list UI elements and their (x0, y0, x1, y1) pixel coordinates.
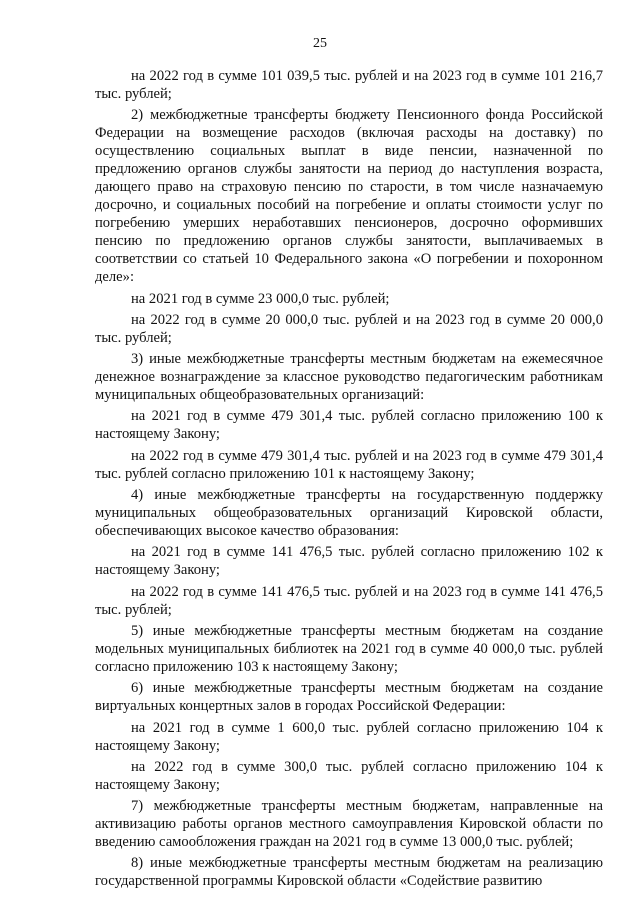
paragraph-16: 8) иные межбюджетные трансферты местным бюджетам на реализацию государственной программы Кировской области «Содействие развитию (95, 855, 603, 890)
paragraph-13: на 2021 год в сумме 1 600,0 тыс. рублей согласно приложению 104 к настоящему Закону; (95, 719, 603, 754)
paragraph-6: на 2021 год в сумме 479 301,4 тыс. рублей согласно приложению 100 к настоящему Закону; (95, 408, 603, 443)
page-number: 25 (313, 36, 327, 51)
paragraph-12: 6) иные межбюджетные трансферты местным бюджетам на создание виртуальных концертных залов в городах Российской Федерации: (95, 680, 603, 715)
paragraph-8: 4) иные межбюджетные трансферты на государственную поддержку муниципальных общеобразовательных организаций Кировской области, обеспечивающих высокое качество образования: (95, 487, 603, 540)
paragraph-9: на 2021 год в сумме 141 476,5 тыс. рублей согласно приложению 102 к настоящему Закону; (95, 544, 603, 579)
paragraph-1: на 2022 год в сумме 101 039,5 тыс. рублей и на 2023 год в сумме 101 216,7 тыс. рублей; (95, 68, 603, 102)
paragraph-7: на 2022 год в сумме 479 301,4 тыс. рублей и на 2023 год в сумме 479 301,4 тыс. рублей согласно приложению 101 к настоящему Закону; (95, 447, 603, 482)
paragraph-3: на 2021 год в сумме 23 000,0 тыс. рублей; (131, 290, 390, 307)
paragraph-5: 3) иные межбюджетные трансферты местным бюджетам на ежемесячное денежное вознаграждение за классное руководство педагогическим работникам муниципальных общеобразовательных организаций: (95, 351, 603, 404)
paragraph-2: 2) межбюджетные трансферты бюджету Пенсионного фонда Российской Федерации на возмещение расходов (включая расходы на доставку) по осуществлению социальных выплат в виде пенсии, назначенной по предложению органов службы занятости на период до наступления возраста, дающего право на страховую пенсию по старости, в том числе назначаемую досрочно, и социальных пособий на погребение и оплаты стоимости услуг по погребению умерших неработавших пенсионеров, досрочно оформивших пенсию по предложению органов службы занятости, выплачиваемых в соответствии со статьей 10 Федерального закона «О погребении и похоронном деле»: (95, 107, 603, 286)
body-text (95, 67, 603, 894)
paragraph-14: на 2022 год в сумме 300,0 тыс. рублей согласно приложению 104 к настоящему Закону; (95, 758, 603, 793)
paragraph-4: на 2022 год в сумме 20 000,0 тыс. рублей и на 2023 год в сумме 20 000,0 тыс. рублей; (95, 311, 603, 346)
paragraph-11: 5) иные межбюджетные трансферты местным бюджетам на создание модельных муниципальных библиотек на 2021 год в сумме 40 000,0 тыс. рублей согласно приложению 103 к настоящему Закону; (95, 622, 603, 675)
paragraph-10: на 2022 год в сумме 141 476,5 тыс. рублей и на 2023 год в сумме 141 476,5 тыс. рублей; (95, 583, 603, 618)
paragraph-15: 7) межбюджетные трансферты местным бюджетам, направленные на активизацию работы органов местного самоуправления Кировской области по введению самообложения граждан на 2021 год в сумме 13 000,0 тыс. рублей; (95, 798, 603, 851)
